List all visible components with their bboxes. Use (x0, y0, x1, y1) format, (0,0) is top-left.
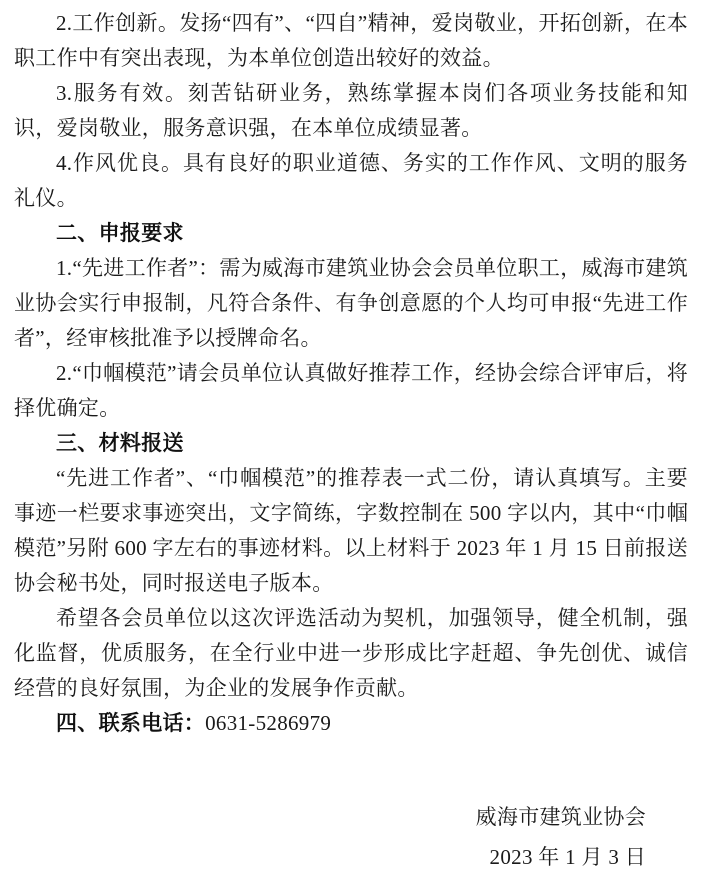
paragraph-work-style: 4.作风优良。具有良好的职业道德、务实的工作作风、文明的服务礼仪。 (14, 151, 688, 210)
signature-organization: 威海市建筑业协会 (475, 805, 646, 829)
signature-date: 2023 年 1 月 3 日 (489, 845, 646, 869)
paragraph-service-effective: 3.服务有效。刻苦钻研业务，熟练掌握本岗们各项业务技能和知识，爱岗敬业，服务意识强，在本单位成绩显著。 (14, 81, 688, 140)
contact-phone-number: 0631-5286979 (205, 711, 332, 735)
paragraph-closing-hope: 希望各会员单位以这次评选活动为契机，加强领导，健全机制，强化监督，优质服务，在全行业中进一步形成比字赶超、争先创优、诚信经营的良好氛围，为企业的发展争作贡献。 (14, 606, 688, 700)
section-heading-material-submission: 三、材料报送 (56, 432, 184, 455)
paragraph-women-model-requirement: 2.“巾帼模范”请会员单位认真做好推荐工作，经协会综合评审后，将择优确定。 (14, 361, 688, 420)
paragraph-advanced-worker-requirement: 1.“先进工作者”：需为威海市建筑业协会会员单位职工，威海市建筑业协会实行申报制，凡符合条件、有争创意愿的个人均可申报“先进工作者”，经审核批准予以授牌命名。 (14, 256, 688, 350)
section-heading-application-requirements: 二、申报要求 (56, 222, 184, 245)
contact-line (14, 706, 688, 741)
section-heading-contact-phone: 四、联系电话： (56, 712, 206, 735)
signature-block (14, 797, 688, 877)
paragraph-work-innovation: 2.工作创新。发扬“四有”、“四自”精神，爱岗敬业，开拓创新，在本职工作中有突出表现，为本单位创造出较好的效益。 (14, 11, 688, 70)
paragraph-material-details: “先进工作者”、“巾帼模范”的推荐表一式二份，请认真填写。主要事迹一栏要求事迹突出，文字简练，字数控制在 500 字以内，其中“巾帼模范”另附 600 字左右的事迹材料。以上材料于 2023 年 1 月 15 日前报送协会秘书处，同时报送电子版本。 (14, 466, 688, 595)
